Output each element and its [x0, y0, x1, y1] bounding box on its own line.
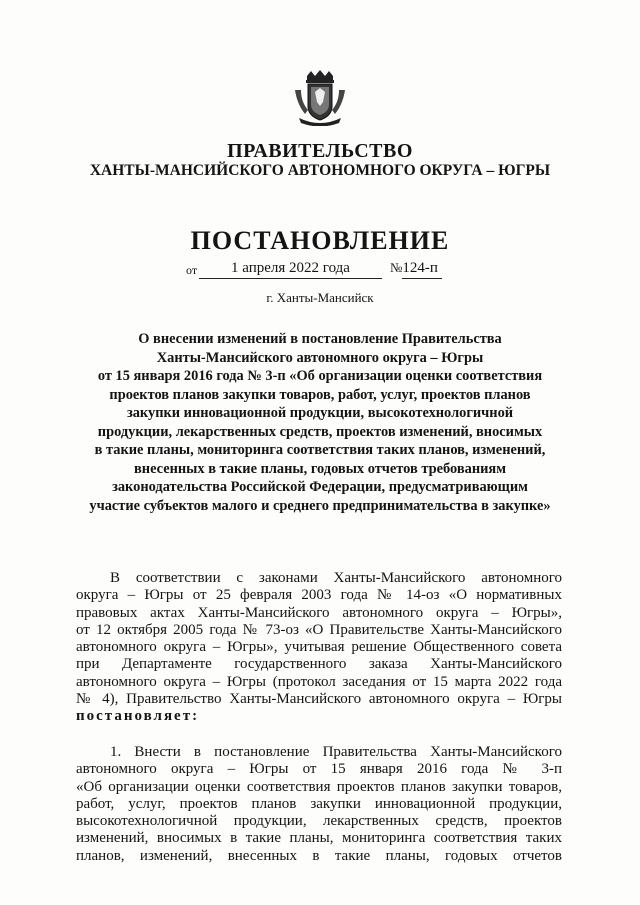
- document-type: ПОСТАНОВЛЕНИЕ: [190, 226, 450, 255]
- government-title: ПРАВИТЕЛЬСТВО: [227, 140, 413, 162]
- title-line: проектов планов закупки товаров, работ, услуг, проектов планов: [109, 386, 531, 403]
- paragraph-line: изменений, вносимых в такие планы, мониторинга соответствия таких: [76, 830, 562, 847]
- document-date: 1 апреля 2022 года: [199, 260, 382, 279]
- issue-city: г. Ханты-Мансийск: [266, 290, 374, 305]
- paragraph-line: планов, изменений, внесенных в такие планы, годовых отчетов: [76, 847, 562, 864]
- coat-of-arms-emblem: [293, 70, 347, 126]
- title-line: Ханты-Мансийского автономного округа – Югры: [156, 349, 484, 366]
- resolves-word: постановляет:: [76, 708, 200, 725]
- paragraph-line: высокотехнологичной продукции, лекарственных средств, проектов: [76, 813, 562, 830]
- document-title: [60, 330, 580, 515]
- document-number-block: [390, 260, 442, 279]
- paragraph-line: автономного округа – Югры (протокол заседания от 15 марта 2022 года: [76, 673, 562, 690]
- paragraph-line: В соответствии с законами Ханты-Мансийского автономного: [110, 570, 562, 586]
- title-line: закупки инновационной продукции, высокотехнологичной: [126, 405, 514, 421]
- title-line: продукции, лекарственных средств, проектов изменений, вносимых: [97, 423, 543, 440]
- paragraph-line: от 12 октября 2005 года № 73-оз «О Правительстве Ханты-Мансийского: [76, 621, 562, 638]
- preamble-paragraph: [76, 570, 562, 726]
- title-line: внесенных в такие планы, годовых отчетов требованиям: [134, 460, 506, 477]
- title-line: в такие планы, мониторинга соответствия таких планов, изменений,: [94, 442, 546, 458]
- paragraph-line: округа – Югры от 25 февраля 2003 года № 14-оз «О нормативных: [76, 587, 562, 604]
- date-prefix: от: [186, 263, 198, 277]
- title-line: участие субъектов малого и среднего предпринимательства в закупке»: [89, 497, 551, 514]
- title-line: от 15 января 2016 года № 3-п «Об организации оценки соответствия: [97, 368, 543, 384]
- paragraph-line: работ, услуг, проектов планов закупки инновационной продукции,: [76, 795, 562, 812]
- number-prefix: №: [390, 260, 403, 275]
- paragraph-line: 1. Внести в постановление Правительства Ханты-Мансийского: [110, 744, 562, 760]
- paragraph-line: № 4), Правительство Ханты-Мансийского автономного округа – Югры: [76, 691, 562, 708]
- date-number-line: [0, 260, 640, 280]
- paragraph-line: при Департаменте государственного заказа Ханты-Мансийского: [76, 656, 562, 673]
- paragraph-line: автономного округа – Югры», учитывая решение Общественного совета: [76, 639, 562, 656]
- item-1-paragraph: [76, 744, 562, 865]
- document-number: 124-п: [402, 260, 442, 279]
- region-title: ХАНТЫ-МАНСИЙСКОГО АВТОНОМНОГО ОКРУГА – ЮГРЫ: [89, 162, 551, 179]
- paragraph-line: «Об организации оценки соответствия проектов планов закупки товаров,: [76, 778, 562, 795]
- paragraph-line: правовых актах Ханты-Мансийского автономного округа – Югры»,: [76, 604, 562, 621]
- title-line: законодательства Российской Федерации, предусматривающим: [112, 479, 528, 495]
- paragraph-line: автономного округа – Югры от 15 января 2016 года № 3-п: [76, 761, 562, 778]
- title-line: О внесении изменений в постановление Правительства: [138, 331, 502, 347]
